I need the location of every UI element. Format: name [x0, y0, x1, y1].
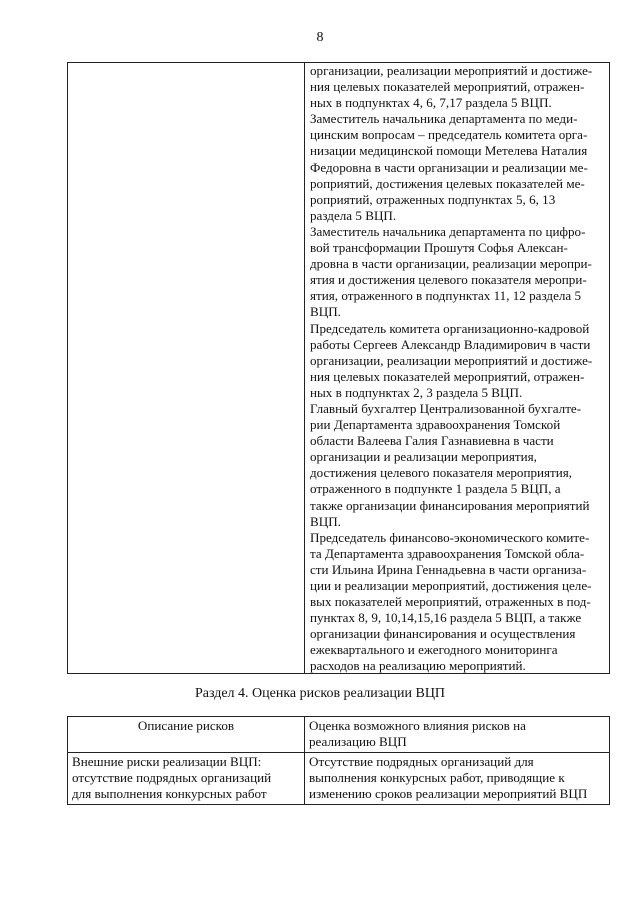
text-line: Федоровна в части организации и реализации ме- — [310, 159, 588, 175]
responsibility-text-cell — [310, 63, 608, 675]
header-label-line: Оценка возможного влияния рисков на — [309, 718, 526, 733]
text-line: сти Ильина Ирина Геннадьевна в части организа- — [310, 561, 587, 577]
text-line: та Департамента здравоохранения Томской обла- — [310, 545, 585, 561]
risk-table — [67, 716, 610, 805]
text-line: организации, реализации мероприятий и достиже- — [310, 352, 593, 368]
cell-line: отсутствие подрядных организаций — [72, 770, 272, 785]
text-line: ния целевых показателей мероприятий, отражен- — [310, 368, 585, 384]
text-line: организации, реализации мероприятий и достиже- — [310, 63, 593, 78]
text-line: отраженного в подпункте 1 раздела 5 ВЦП, а — [310, 481, 561, 497]
text-line: расходов на реализацию мероприятий. — [310, 658, 526, 674]
text-line: цинским вопросам – председатель комитета орга- — [310, 127, 588, 143]
cell-line: для выполнения конкурсных работ — [72, 786, 267, 801]
text-line: ния целевых показателей мероприятий, отражен- — [310, 79, 585, 95]
text-line: ных в подпунктах 2, 3 раздела 5 ВЦП. — [310, 384, 523, 400]
text-line: Заместитель начальника департамента по цифро- — [310, 223, 586, 239]
cell-line: Отсутствие подрядных организаций для — [309, 754, 534, 769]
text-line: вой трансформации Прошутя Софья Алексан- — [310, 240, 568, 256]
text-line: роприятий, отраженных подпунктах 5, 6, 13 — [310, 191, 556, 207]
text-line: ВЦП. — [310, 513, 341, 529]
text-line: роприятий, достижения целевых показателей ме- — [310, 175, 585, 191]
text-line: раздела 5 ВЦП. — [310, 207, 397, 223]
text-line: организации и реализации мероприятия, — [310, 449, 537, 465]
text-line: ных в подпунктах 4, 6, 7,17 раздела 5 ВЦП. — [310, 95, 552, 111]
text-line: дровна в части организации, реализации меропри- — [310, 256, 592, 272]
table-header-row — [68, 717, 610, 753]
text-line: также организации финансирования мероприятий — [310, 497, 590, 513]
header-label-line: реализацию ВЦП — [309, 734, 407, 749]
cell-line: Внешние риски реализации ВЦП: — [72, 754, 262, 769]
table-row — [68, 753, 610, 805]
header-risk-impact — [305, 717, 610, 753]
cell-line: выполнения конкурсных работ, приводящие к — [309, 770, 565, 785]
responsibility-table — [67, 62, 610, 674]
text-line: ежеквартального и ежегодного мониторинга — [310, 642, 558, 658]
text-line: вых показателей мероприятий, отраженных в под- — [310, 594, 591, 610]
text-line: достижения целевого показателя мероприятия, — [310, 465, 573, 481]
header-label: Описание рисков — [137, 718, 235, 733]
text-line: ции и реализации мероприятий, достижения целе- — [310, 578, 592, 593]
header-risk-description — [68, 717, 305, 753]
text-line: Главный бухгалтер Централизованной бухгалте- — [310, 400, 582, 416]
page-number: 8 — [316, 30, 324, 45]
text-line: пунктах 8, 9, 10,14,15,16 раздела 5 ВЦП, а также — [310, 610, 582, 626]
column-divider — [304, 63, 305, 673]
text-line: Председатель финансово-экономического комите- — [310, 529, 590, 545]
cell-line: изменению сроков реализации мероприятий ВЦП — [309, 786, 588, 801]
risk-impact-cell — [305, 753, 610, 805]
section-heading: Раздел 4. Оценка рисков реализации ВЦП — [194, 686, 446, 701]
text-line: ятия и достижения целевого показателя меропри- — [310, 272, 587, 288]
text-line: организации финансирования и осуществления — [310, 626, 576, 642]
risk-description-cell — [68, 753, 305, 805]
text-line: низации медицинской помощи Метелева Наталия — [310, 143, 588, 159]
text-line: работы Сергеев Александр Владимирович в части — [310, 336, 591, 352]
text-line: Председатель комитета организационно-кадровой — [310, 320, 590, 336]
text-line: Заместитель начальника департамента по меди- — [310, 111, 578, 127]
text-line: области Валеева Галия Газнавиевна в части — [310, 433, 554, 449]
text-line: ятия, отраженного в подпунктах 11, 12 раздела 5 — [310, 288, 582, 304]
text-line: ВЦП. — [310, 304, 341, 320]
text-line: рии Департамента здравоохранения Томской — [310, 417, 561, 433]
